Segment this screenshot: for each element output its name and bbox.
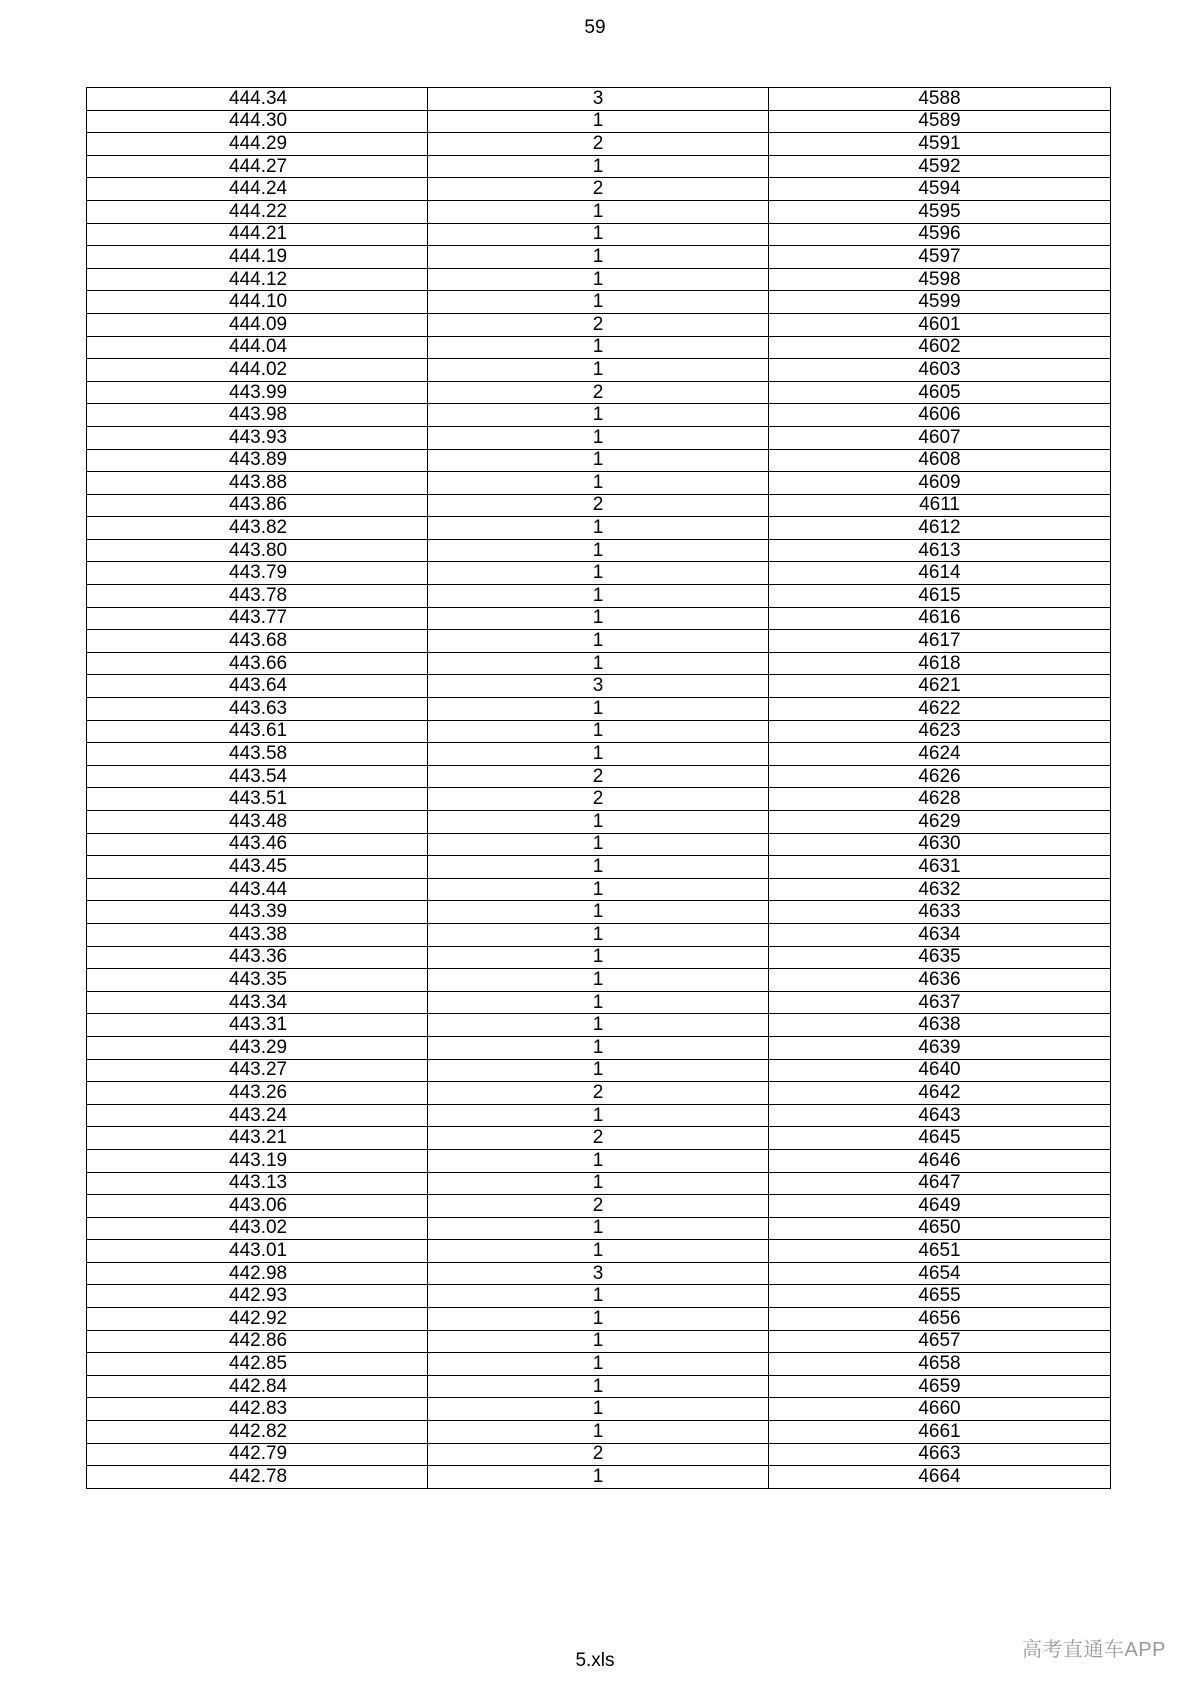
- score-cell: 443.58: [87, 743, 428, 766]
- table-row: [87, 923, 1111, 946]
- cumulative-cell: 4621: [769, 675, 1111, 698]
- count-cell: 1: [428, 110, 769, 133]
- count-cell: 2: [428, 133, 769, 156]
- score-cell: 443.19: [87, 1149, 428, 1172]
- score-cell: 443.35: [87, 969, 428, 992]
- count-cell: 1: [428, 359, 769, 382]
- cumulative-cell: 4626: [769, 765, 1111, 788]
- cumulative-cell: 4640: [769, 1059, 1111, 1082]
- score-cell: 443.34: [87, 991, 428, 1014]
- score-cell: 443.63: [87, 698, 428, 721]
- count-cell: 2: [428, 313, 769, 336]
- cumulative-cell: 4603: [769, 359, 1111, 382]
- count-cell: 2: [428, 1127, 769, 1150]
- score-cell: 443.24: [87, 1104, 428, 1127]
- cumulative-cell: 4591: [769, 133, 1111, 156]
- table-row: [87, 1421, 1111, 1444]
- count-cell: 2: [428, 788, 769, 811]
- cumulative-cell: 4661: [769, 1421, 1111, 1444]
- count-cell: 1: [428, 449, 769, 472]
- cumulative-cell: 4659: [769, 1375, 1111, 1398]
- table-row: [87, 291, 1111, 314]
- count-cell: 1: [428, 336, 769, 359]
- count-cell: 1: [428, 223, 769, 246]
- cumulative-cell: 4649: [769, 1195, 1111, 1218]
- table-row: [87, 178, 1111, 201]
- cumulative-cell: 4606: [769, 404, 1111, 427]
- score-cell: 442.93: [87, 1285, 428, 1308]
- score-table: [86, 87, 1111, 1489]
- score-cell: 443.88: [87, 472, 428, 495]
- table-row: [87, 991, 1111, 1014]
- table-row: [87, 675, 1111, 698]
- table-row: [87, 630, 1111, 653]
- table-row: [87, 223, 1111, 246]
- score-cell: 444.10: [87, 291, 428, 314]
- count-cell: 1: [428, 246, 769, 269]
- count-cell: 3: [428, 675, 769, 698]
- count-cell: 1: [428, 562, 769, 585]
- count-cell: 1: [428, 472, 769, 495]
- score-cell: 444.30: [87, 110, 428, 133]
- table-row: [87, 449, 1111, 472]
- count-cell: 1: [428, 698, 769, 721]
- table-row: [87, 1127, 1111, 1150]
- cumulative-cell: 4658: [769, 1353, 1111, 1376]
- count-cell: 1: [428, 426, 769, 449]
- count-cell: 1: [428, 404, 769, 427]
- cumulative-cell: 4597: [769, 246, 1111, 269]
- score-cell: 442.82: [87, 1421, 428, 1444]
- cumulative-cell: 4622: [769, 698, 1111, 721]
- score-cell: 443.38: [87, 923, 428, 946]
- cumulative-cell: 4635: [769, 946, 1111, 969]
- score-cell: 444.19: [87, 246, 428, 269]
- count-cell: 1: [428, 1398, 769, 1421]
- score-cell: 443.01: [87, 1240, 428, 1263]
- count-cell: 1: [428, 652, 769, 675]
- table-row: [87, 1149, 1111, 1172]
- cumulative-cell: 4642: [769, 1082, 1111, 1105]
- cumulative-cell: 4624: [769, 743, 1111, 766]
- table-row: [87, 336, 1111, 359]
- table-row: [87, 743, 1111, 766]
- score-cell: 444.24: [87, 178, 428, 201]
- score-cell: 443.13: [87, 1172, 428, 1195]
- cumulative-cell: 4602: [769, 336, 1111, 359]
- score-cell: 443.31: [87, 1014, 428, 1037]
- table-row: [87, 155, 1111, 178]
- cumulative-cell: 4592: [769, 155, 1111, 178]
- table-row: [87, 494, 1111, 517]
- count-cell: 1: [428, 200, 769, 223]
- score-cell: 443.44: [87, 878, 428, 901]
- count-cell: 1: [428, 901, 769, 924]
- score-cell: 443.46: [87, 833, 428, 856]
- count-cell: 1: [428, 878, 769, 901]
- table-row: [87, 969, 1111, 992]
- count-cell: 1: [428, 1353, 769, 1376]
- score-cell: 443.45: [87, 856, 428, 879]
- count-cell: 2: [428, 494, 769, 517]
- count-cell: 1: [428, 1036, 769, 1059]
- count-cell: 1: [428, 268, 769, 291]
- score-cell: 444.02: [87, 359, 428, 382]
- table-row: [87, 698, 1111, 721]
- cumulative-cell: 4615: [769, 585, 1111, 608]
- cumulative-cell: 4636: [769, 969, 1111, 992]
- score-cell: 444.21: [87, 223, 428, 246]
- score-cell: 444.09: [87, 313, 428, 336]
- cumulative-cell: 4609: [769, 472, 1111, 495]
- cumulative-cell: 4651: [769, 1240, 1111, 1263]
- count-cell: 1: [428, 1172, 769, 1195]
- cumulative-cell: 4608: [769, 449, 1111, 472]
- score-cell: 443.26: [87, 1082, 428, 1105]
- cumulative-cell: 4638: [769, 1014, 1111, 1037]
- table-row: [87, 1443, 1111, 1466]
- cumulative-cell: 4589: [769, 110, 1111, 133]
- cumulative-cell: 4588: [769, 88, 1111, 111]
- cumulative-cell: 4617: [769, 630, 1111, 653]
- table-body: [87, 88, 1111, 1489]
- score-cell: 442.79: [87, 1443, 428, 1466]
- table-row: [87, 652, 1111, 675]
- count-cell: 1: [428, 585, 769, 608]
- cumulative-cell: 4657: [769, 1330, 1111, 1353]
- table-row: [87, 268, 1111, 291]
- cumulative-cell: 4614: [769, 562, 1111, 585]
- table-row: [87, 313, 1111, 336]
- table-row: [87, 88, 1111, 111]
- count-cell: 1: [428, 1014, 769, 1037]
- cumulative-cell: 4629: [769, 811, 1111, 834]
- table-row: [87, 1172, 1111, 1195]
- cumulative-cell: 4643: [769, 1104, 1111, 1127]
- table-row: [87, 856, 1111, 879]
- watermark-text: 高考直通车APP: [1021, 1639, 1166, 1661]
- score-cell: 443.78: [87, 585, 428, 608]
- footer-filename: 5.xls: [575, 1650, 615, 1671]
- table-row: [87, 539, 1111, 562]
- count-cell: 1: [428, 1240, 769, 1263]
- table-row: [87, 720, 1111, 743]
- score-cell: 442.78: [87, 1466, 428, 1489]
- table-row: [87, 426, 1111, 449]
- table-row: [87, 1104, 1111, 1127]
- cumulative-cell: 4616: [769, 607, 1111, 630]
- score-cell: 443.51: [87, 788, 428, 811]
- score-cell: 443.93: [87, 426, 428, 449]
- cumulative-cell: 4599: [769, 291, 1111, 314]
- score-cell: 442.86: [87, 1330, 428, 1353]
- score-cell: 444.04: [87, 336, 428, 359]
- count-cell: 1: [428, 1149, 769, 1172]
- table-row: [87, 133, 1111, 156]
- count-cell: 1: [428, 630, 769, 653]
- table-row: [87, 1240, 1111, 1263]
- score-cell: 443.98: [87, 404, 428, 427]
- score-cell: 443.29: [87, 1036, 428, 1059]
- table-row: [87, 1036, 1111, 1059]
- score-cell: 443.79: [87, 562, 428, 585]
- count-cell: 1: [428, 291, 769, 314]
- cumulative-cell: 4660: [769, 1398, 1111, 1421]
- score-cell: 443.39: [87, 901, 428, 924]
- table-row: [87, 811, 1111, 834]
- count-cell: 1: [428, 1375, 769, 1398]
- count-cell: 2: [428, 178, 769, 201]
- count-cell: 1: [428, 1217, 769, 1240]
- table-row: [87, 517, 1111, 540]
- count-cell: 2: [428, 381, 769, 404]
- count-cell: 1: [428, 856, 769, 879]
- score-cell: 443.06: [87, 1195, 428, 1218]
- score-cell: 444.12: [87, 268, 428, 291]
- count-cell: 1: [428, 1059, 769, 1082]
- cumulative-cell: 4639: [769, 1036, 1111, 1059]
- table-row: [87, 946, 1111, 969]
- score-cell: 443.36: [87, 946, 428, 969]
- table-row: [87, 1466, 1111, 1489]
- table-row: [87, 562, 1111, 585]
- cumulative-cell: 4596: [769, 223, 1111, 246]
- cumulative-cell: 4655: [769, 1285, 1111, 1308]
- cumulative-cell: 4647: [769, 1172, 1111, 1195]
- cumulative-cell: 4630: [769, 833, 1111, 856]
- count-cell: 1: [428, 811, 769, 834]
- cumulative-cell: 4634: [769, 923, 1111, 946]
- table-row: [87, 110, 1111, 133]
- cumulative-cell: 4650: [769, 1217, 1111, 1240]
- cumulative-cell: 4656: [769, 1308, 1111, 1331]
- count-cell: 1: [428, 155, 769, 178]
- score-cell: 444.29: [87, 133, 428, 156]
- table-row: [87, 1285, 1111, 1308]
- score-cell: 443.48: [87, 811, 428, 834]
- table-row: [87, 878, 1111, 901]
- table-row: [87, 381, 1111, 404]
- count-cell: 1: [428, 833, 769, 856]
- table-row: [87, 246, 1111, 269]
- count-cell: 1: [428, 1466, 769, 1489]
- count-cell: 2: [428, 1443, 769, 1466]
- cumulative-cell: 4631: [769, 856, 1111, 879]
- table-row: [87, 788, 1111, 811]
- score-cell: 443.80: [87, 539, 428, 562]
- table-row: [87, 472, 1111, 495]
- page-number: 59: [584, 17, 606, 38]
- table-row: [87, 585, 1111, 608]
- score-cell: 443.61: [87, 720, 428, 743]
- score-cell: 442.98: [87, 1262, 428, 1285]
- cumulative-cell: 4601: [769, 313, 1111, 336]
- count-cell: 1: [428, 1421, 769, 1444]
- score-cell: 444.22: [87, 200, 428, 223]
- count-cell: 1: [428, 1308, 769, 1331]
- table-row: [87, 1082, 1111, 1105]
- count-cell: 1: [428, 720, 769, 743]
- table-row: [87, 359, 1111, 382]
- score-cell: 444.27: [87, 155, 428, 178]
- cumulative-cell: 4605: [769, 381, 1111, 404]
- cumulative-cell: 4633: [769, 901, 1111, 924]
- table-row: [87, 1375, 1111, 1398]
- score-cell: 443.21: [87, 1127, 428, 1150]
- cumulative-cell: 4612: [769, 517, 1111, 540]
- table-row: [87, 1398, 1111, 1421]
- score-cell: 443.77: [87, 607, 428, 630]
- cumulative-cell: 4618: [769, 652, 1111, 675]
- count-cell: 1: [428, 607, 769, 630]
- cumulative-cell: 4645: [769, 1127, 1111, 1150]
- score-cell: 442.84: [87, 1375, 428, 1398]
- count-cell: 1: [428, 517, 769, 540]
- score-cell: 443.99: [87, 381, 428, 404]
- score-cell: 444.34: [87, 88, 428, 111]
- table-row: [87, 833, 1111, 856]
- count-cell: 1: [428, 969, 769, 992]
- cumulative-cell: 4598: [769, 268, 1111, 291]
- cumulative-cell: 4664: [769, 1466, 1111, 1489]
- count-cell: 1: [428, 1104, 769, 1127]
- score-cell: 443.68: [87, 630, 428, 653]
- table-row: [87, 1330, 1111, 1353]
- score-cell: 443.82: [87, 517, 428, 540]
- table-row: [87, 1308, 1111, 1331]
- table-row: [87, 1059, 1111, 1082]
- count-cell: 3: [428, 88, 769, 111]
- count-cell: 1: [428, 991, 769, 1014]
- cumulative-cell: 4607: [769, 426, 1111, 449]
- count-cell: 1: [428, 946, 769, 969]
- table-row: [87, 404, 1111, 427]
- count-cell: 3: [428, 1262, 769, 1285]
- score-cell: 442.83: [87, 1398, 428, 1421]
- count-cell: 1: [428, 923, 769, 946]
- cumulative-cell: 4623: [769, 720, 1111, 743]
- score-cell: 443.54: [87, 765, 428, 788]
- table-row: [87, 1195, 1111, 1218]
- table-row: [87, 901, 1111, 924]
- cumulative-cell: 4632: [769, 878, 1111, 901]
- table-row: [87, 1014, 1111, 1037]
- table-row: [87, 765, 1111, 788]
- score-cell: 443.02: [87, 1217, 428, 1240]
- cumulative-cell: 4646: [769, 1149, 1111, 1172]
- table-row: [87, 200, 1111, 223]
- count-cell: 2: [428, 1082, 769, 1105]
- count-cell: 1: [428, 1330, 769, 1353]
- cumulative-cell: 4628: [769, 788, 1111, 811]
- cumulative-cell: 4611: [769, 494, 1111, 517]
- score-cell: 443.89: [87, 449, 428, 472]
- score-cell: 442.92: [87, 1308, 428, 1331]
- cumulative-cell: 4594: [769, 178, 1111, 201]
- cumulative-cell: 4637: [769, 991, 1111, 1014]
- table-row: [87, 1353, 1111, 1376]
- score-cell: 443.66: [87, 652, 428, 675]
- cumulative-cell: 4613: [769, 539, 1111, 562]
- score-cell: 443.27: [87, 1059, 428, 1082]
- cumulative-cell: 4654: [769, 1262, 1111, 1285]
- score-cell: 443.64: [87, 675, 428, 698]
- count-cell: 1: [428, 1285, 769, 1308]
- table-row: [87, 1262, 1111, 1285]
- count-cell: 2: [428, 1195, 769, 1218]
- score-cell: 442.85: [87, 1353, 428, 1376]
- count-cell: 2: [428, 765, 769, 788]
- table-row: [87, 607, 1111, 630]
- score-cell: 443.86: [87, 494, 428, 517]
- count-cell: 1: [428, 743, 769, 766]
- count-cell: 1: [428, 539, 769, 562]
- table-row: [87, 1217, 1111, 1240]
- cumulative-cell: 4595: [769, 200, 1111, 223]
- cumulative-cell: 4663: [769, 1443, 1111, 1466]
